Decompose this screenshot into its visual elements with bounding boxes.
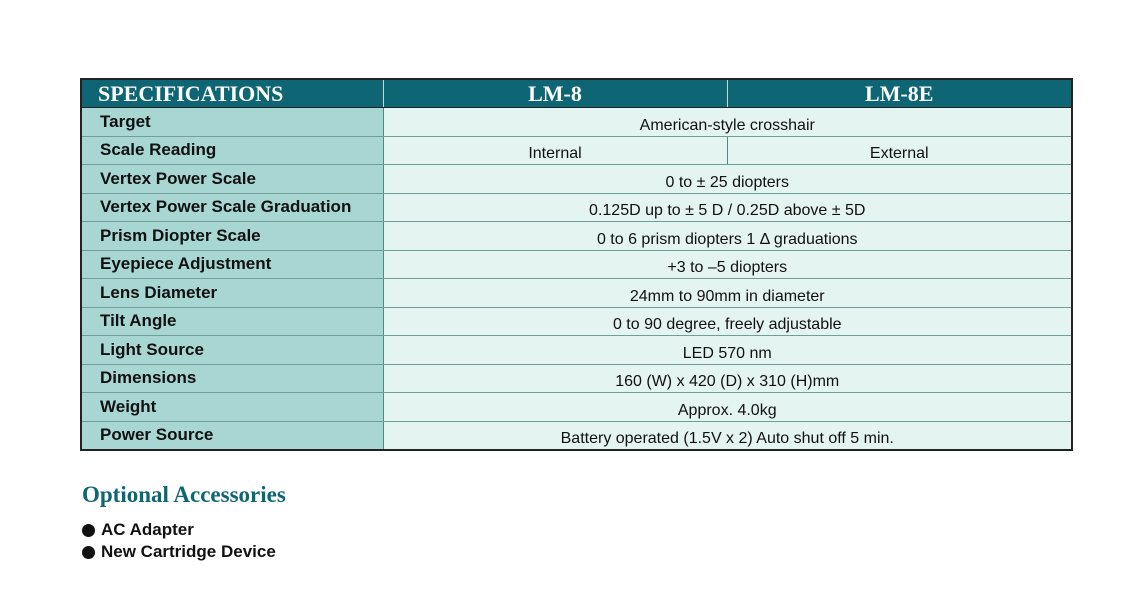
optional-accessories-title: Optional Accessories xyxy=(82,482,286,507)
spec-label: Weight xyxy=(81,393,383,422)
spec-label: Vertex Power Scale xyxy=(81,165,383,194)
spec-label: Lens Diameter xyxy=(81,279,383,308)
table-row xyxy=(81,108,1072,137)
bullet-icon xyxy=(82,524,95,537)
model-lm8e-heading: LM-8E xyxy=(727,79,1072,108)
specifications-heading: SPECIFICATIONS xyxy=(81,79,383,108)
spec-value: 0.125D up to ± 5 D / 0.25D above ± 5D xyxy=(383,193,1072,222)
table-row xyxy=(81,393,1072,422)
table-row xyxy=(81,307,1072,336)
spec-label: Eyepiece Adjustment xyxy=(81,250,383,279)
spec-value: +3 to –5 diopters xyxy=(383,250,1072,279)
spec-value: 0 to ± 25 diopters xyxy=(383,165,1072,194)
spec-label: Dimensions xyxy=(81,364,383,393)
spec-label: Power Source xyxy=(81,421,383,450)
accessory-label: AC Adapter xyxy=(101,520,194,539)
table-row xyxy=(81,222,1072,251)
spec-value: 160 (W) x 420 (D) x 310 (H)mm xyxy=(383,364,1072,393)
specifications-table xyxy=(80,78,1073,451)
spec-label: Tilt Angle xyxy=(81,307,383,336)
table-header-row xyxy=(81,79,1072,108)
table-row xyxy=(81,165,1072,194)
spec-value-lm8e: External xyxy=(727,136,1072,165)
spec-value: Battery operated (1.5V x 2) Auto shut off 5 min. xyxy=(383,421,1072,450)
spec-value: 0 to 90 degree, freely adjustable xyxy=(383,307,1072,336)
table-row xyxy=(81,421,1072,450)
spec-label: Prism Diopter Scale xyxy=(81,222,383,251)
spec-label: Vertex Power Scale Graduation xyxy=(81,193,383,222)
spec-value: Approx. 4.0kg xyxy=(383,393,1072,422)
table-row xyxy=(81,250,1072,279)
spec-label: Light Source xyxy=(81,336,383,365)
accessories-list xyxy=(82,519,276,563)
spec-label: Target xyxy=(81,108,383,137)
table-row xyxy=(81,136,1072,165)
table-row xyxy=(81,279,1072,308)
table-row xyxy=(81,336,1072,365)
table-row xyxy=(81,364,1072,393)
table-row xyxy=(81,193,1072,222)
spec-label: Scale Reading xyxy=(81,136,383,165)
list-item xyxy=(82,541,276,563)
spec-value: American-style crosshair xyxy=(383,108,1072,137)
spec-value: 24mm to 90mm in diameter xyxy=(383,279,1072,308)
spec-value: 0 to 6 prism diopters 1 Δ graduations xyxy=(383,222,1072,251)
list-item xyxy=(82,519,276,541)
spec-value-lm8: Internal xyxy=(383,136,727,165)
accessory-label: New Cartridge Device xyxy=(101,542,276,561)
spec-value: LED 570 nm xyxy=(383,336,1072,365)
bullet-icon xyxy=(82,546,95,559)
model-lm8-heading: LM-8 xyxy=(383,79,727,108)
